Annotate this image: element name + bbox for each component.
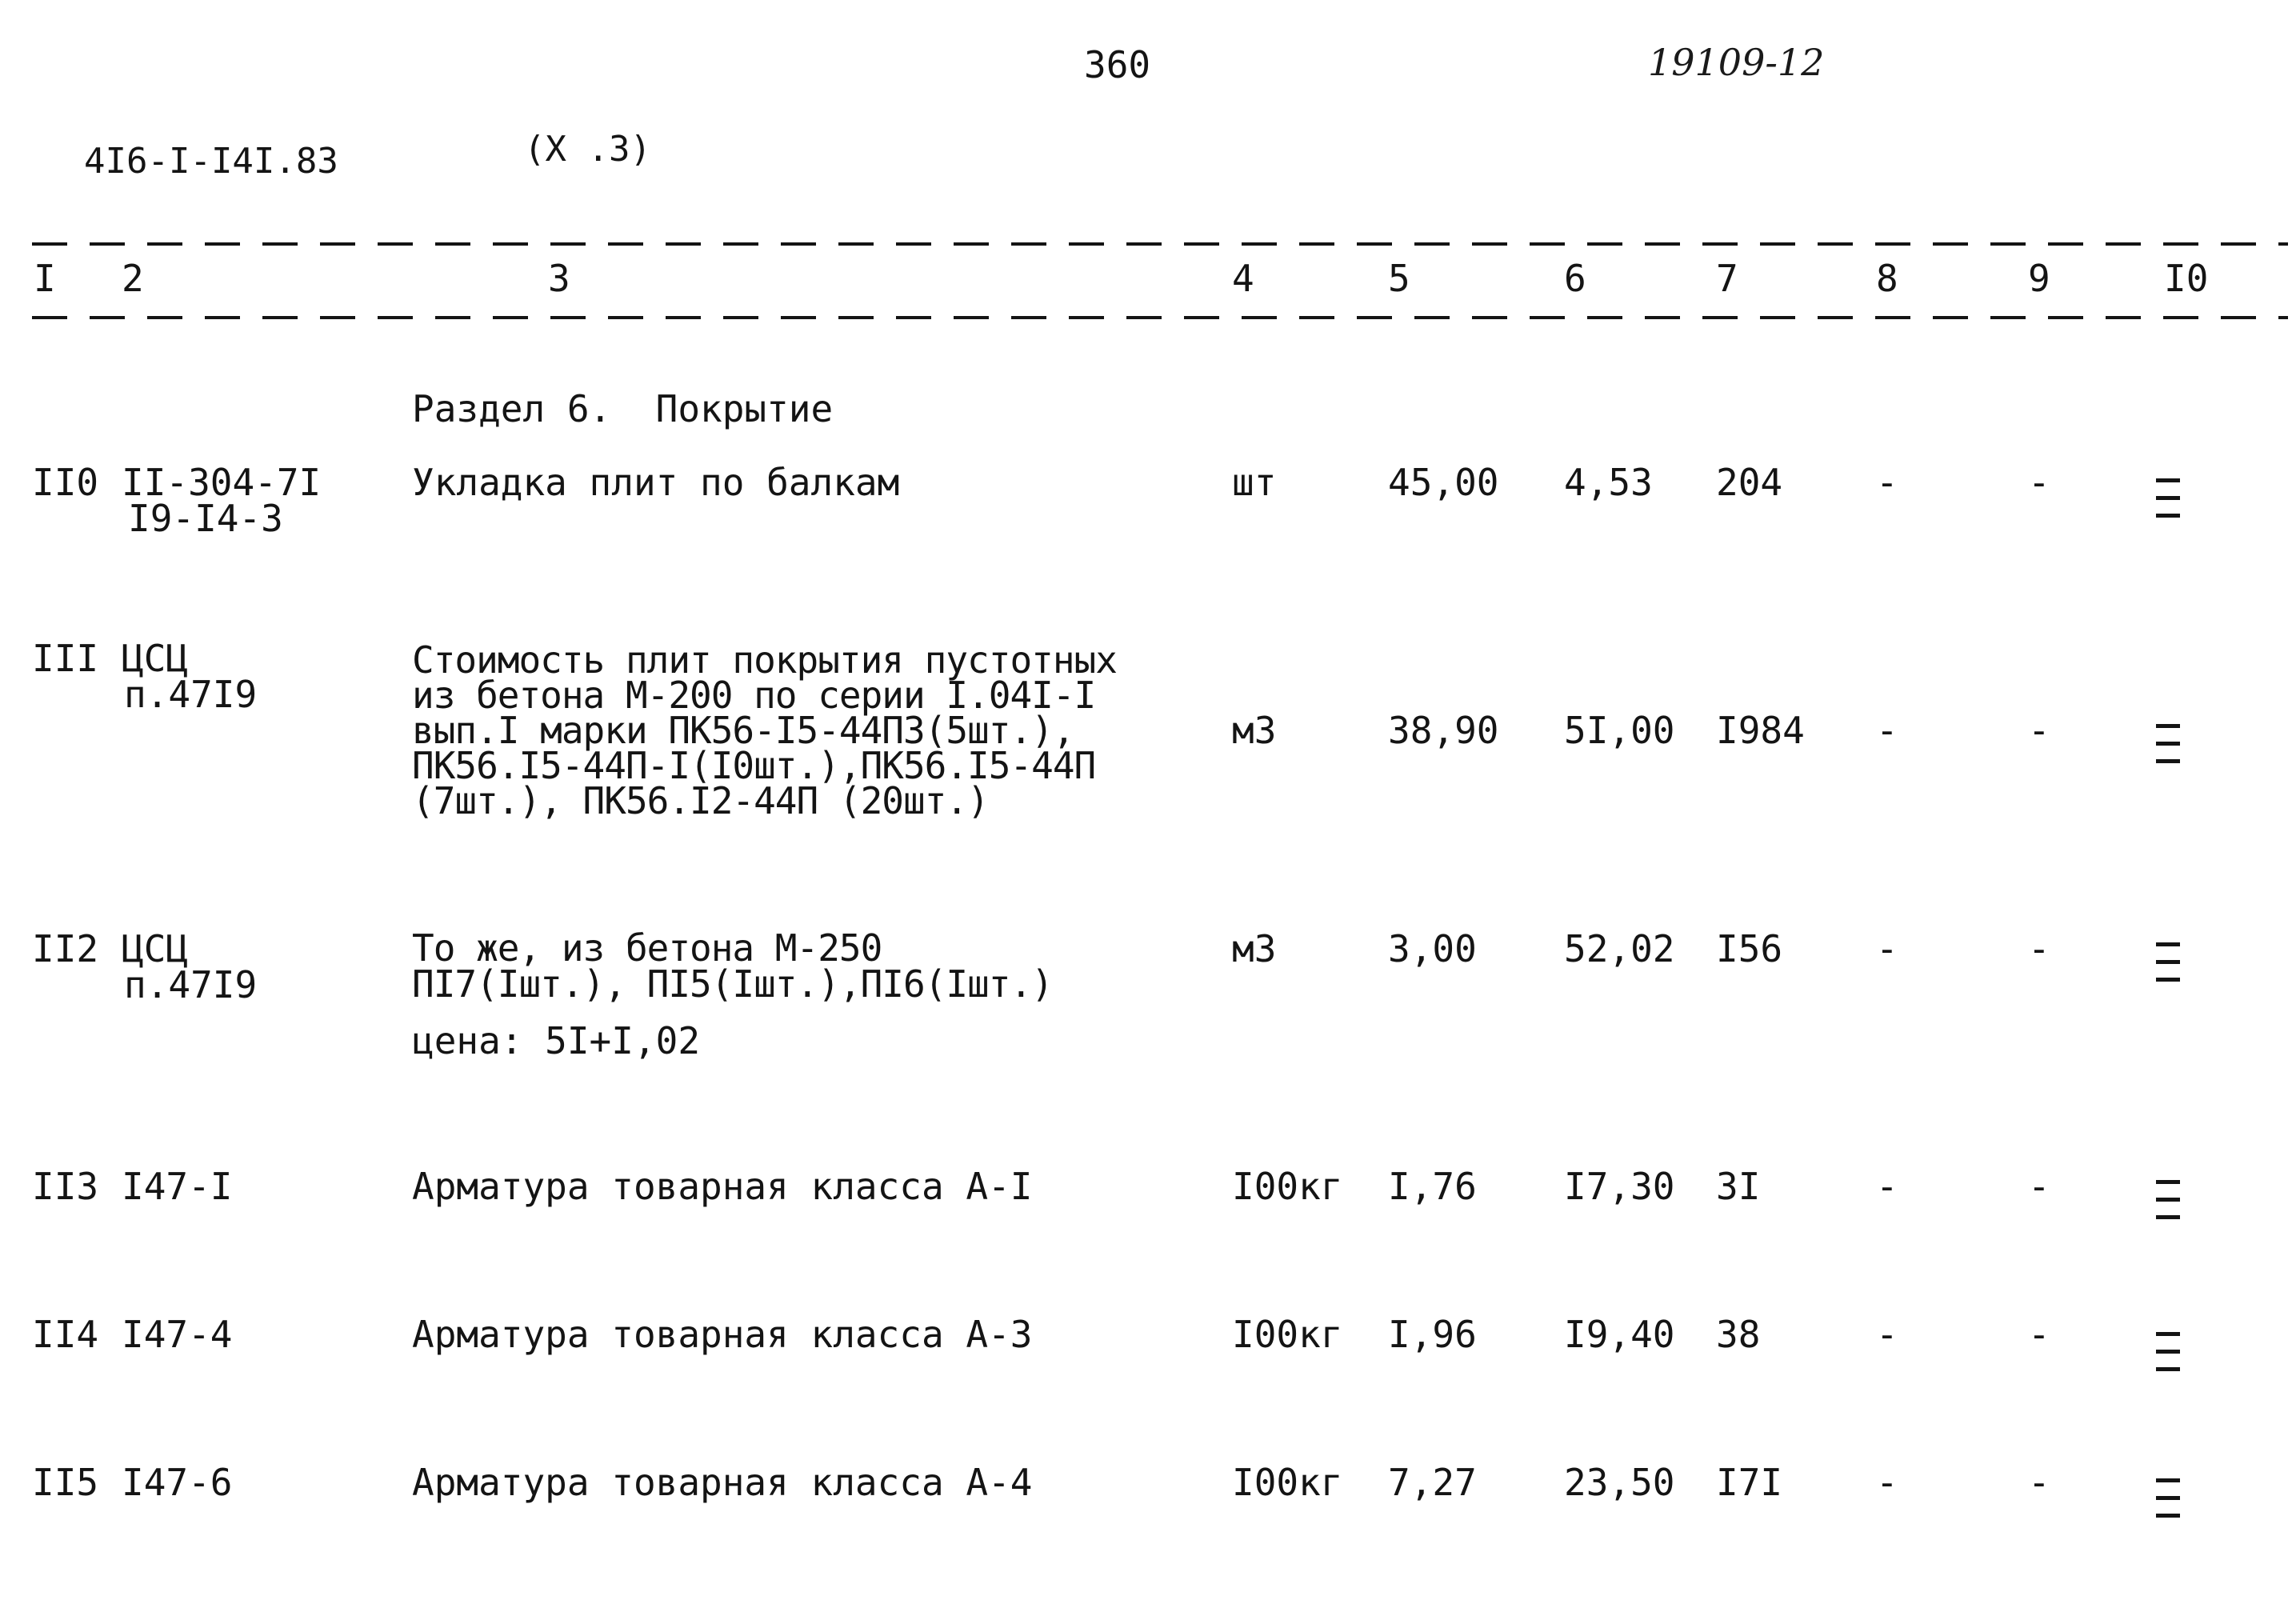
row-col5: 7,27 bbox=[1388, 1461, 1477, 1504]
col-header-7: 7 bbox=[1716, 257, 1738, 300]
row-number: II4 bbox=[32, 1313, 99, 1356]
row-col7: 38 bbox=[1716, 1313, 1761, 1356]
row-col6: 4,53 bbox=[1564, 461, 1653, 504]
row-description-line: То же, из бетона М-250 bbox=[412, 926, 882, 970]
row-unit: I00кг bbox=[1232, 1313, 1343, 1356]
row-description-line: ПК56.I5-44П-I(I0шт.),ПК56.I5-44П bbox=[412, 744, 1096, 787]
row-col9: - bbox=[2028, 1461, 2050, 1504]
header-rule-bottom bbox=[32, 316, 2288, 319]
row-col6: 52,02 bbox=[1564, 927, 1675, 970]
row-number: II5 bbox=[32, 1461, 99, 1504]
row-col5: 3,00 bbox=[1388, 927, 1477, 970]
col-header-5: 5 bbox=[1388, 257, 1410, 300]
row-code-line: п.47I9 bbox=[124, 673, 258, 716]
row-code-line: I9-I4-3 bbox=[128, 497, 283, 540]
row-description-line: вып.I марки ПК56-I5-44П3(5шт.), bbox=[412, 709, 1074, 752]
ditto-mark bbox=[2156, 1332, 2180, 1383]
row-description-line: ПI7(Iшт.), ПI5(Iшт.),ПI6(Iшт.) bbox=[412, 962, 1053, 1006]
ditto-mark bbox=[2156, 1180, 2180, 1231]
row-code-line: п.47I9 bbox=[124, 963, 258, 1006]
col-header-9: 9 bbox=[2028, 257, 2050, 300]
row-col8: - bbox=[1876, 927, 1898, 970]
row-code-line: I47-4 bbox=[122, 1313, 233, 1356]
row-unit: I00кг bbox=[1232, 1461, 1343, 1504]
row-number: III bbox=[32, 637, 99, 680]
row-code-line: ЦСЦ bbox=[122, 927, 189, 970]
col-header-8: 8 bbox=[1876, 257, 1898, 300]
row-description-line: из бетона М-200 по серии I.04I-I bbox=[412, 674, 1096, 717]
row-col7: 204 bbox=[1716, 461, 1783, 504]
section-title: Раздел 6. Покрытие bbox=[412, 387, 834, 430]
row-col7: I984 bbox=[1716, 709, 1805, 752]
header-rule-top bbox=[32, 242, 2288, 246]
col-header-6: 6 bbox=[1564, 257, 1586, 300]
row-col6: 5I,00 bbox=[1564, 709, 1675, 752]
page-number: 360 bbox=[1084, 43, 1151, 86]
row-col8: - bbox=[1876, 1165, 1898, 1208]
row-code-line: ЦСЦ bbox=[122, 637, 189, 680]
row-col7: 3I bbox=[1716, 1165, 1761, 1208]
col-header-2: 2 bbox=[122, 257, 144, 300]
row-description-line: Стоимость плит покрытия пустотных bbox=[412, 638, 1117, 682]
col-header-4: 4 bbox=[1232, 257, 1254, 300]
row-col6: I9,40 bbox=[1564, 1313, 1675, 1356]
row-col9: - bbox=[2028, 461, 2050, 504]
row-col7: I56 bbox=[1716, 927, 1783, 970]
sheet-ref: (X .3) bbox=[524, 129, 651, 170]
project-code: 4I6-I-I4I.83 bbox=[84, 141, 338, 182]
row-col6: 23,50 bbox=[1564, 1461, 1675, 1504]
row-price-note: цена: 5I+I,02 bbox=[412, 1019, 701, 1062]
row-description: Арматура товарная класса А-I bbox=[412, 1165, 1033, 1208]
row-unit: м3 bbox=[1232, 709, 1277, 752]
row-col7: I7I bbox=[1716, 1461, 1783, 1504]
ditto-mark bbox=[2156, 942, 2180, 994]
row-code-line: I47-6 bbox=[122, 1461, 233, 1504]
row-unit: I00кг bbox=[1232, 1165, 1343, 1208]
col-header-10: I0 bbox=[2164, 257, 2209, 300]
row-unit: м3 bbox=[1232, 927, 1277, 970]
row-code-line: I47-I bbox=[122, 1165, 233, 1208]
row-number: II3 bbox=[32, 1165, 99, 1208]
row-number: II2 bbox=[32, 927, 99, 970]
row-col8: - bbox=[1876, 1461, 1898, 1504]
ditto-mark bbox=[2156, 1478, 2180, 1530]
row-description: Арматура товарная класса А-3 bbox=[412, 1313, 1033, 1356]
row-col9: - bbox=[2028, 1165, 2050, 1208]
col-header-3: 3 bbox=[548, 257, 570, 300]
row-col5: I,96 bbox=[1388, 1313, 1477, 1356]
ditto-mark bbox=[2156, 724, 2180, 775]
row-col8: - bbox=[1876, 461, 1898, 504]
row-col6: I7,30 bbox=[1564, 1165, 1675, 1208]
row-code-line: II-304-7I bbox=[122, 461, 322, 504]
row-unit: шт bbox=[1232, 461, 1277, 504]
row-col5: 38,90 bbox=[1388, 709, 1499, 752]
row-col5: I,76 bbox=[1388, 1165, 1477, 1208]
ditto-mark bbox=[2156, 478, 2180, 530]
row-col9: - bbox=[2028, 709, 2050, 752]
row-number: II0 bbox=[32, 461, 99, 504]
row-description: Укладка плит по балкам bbox=[412, 461, 900, 504]
row-col5: 45,00 bbox=[1388, 461, 1499, 504]
row-col9: - bbox=[2028, 927, 2050, 970]
row-col8: - bbox=[1876, 1313, 1898, 1356]
row-description: Арматура товарная класса А-4 bbox=[412, 1461, 1033, 1504]
col-header-1: I bbox=[34, 257, 56, 300]
row-col9: - bbox=[2028, 1313, 2050, 1356]
row-col8: - bbox=[1876, 709, 1898, 752]
row-description-line: (7шт.), ПК56.I2-44П (20шт.) bbox=[412, 779, 989, 822]
doc-code-handwritten: 19109-12 bbox=[1648, 41, 1825, 84]
